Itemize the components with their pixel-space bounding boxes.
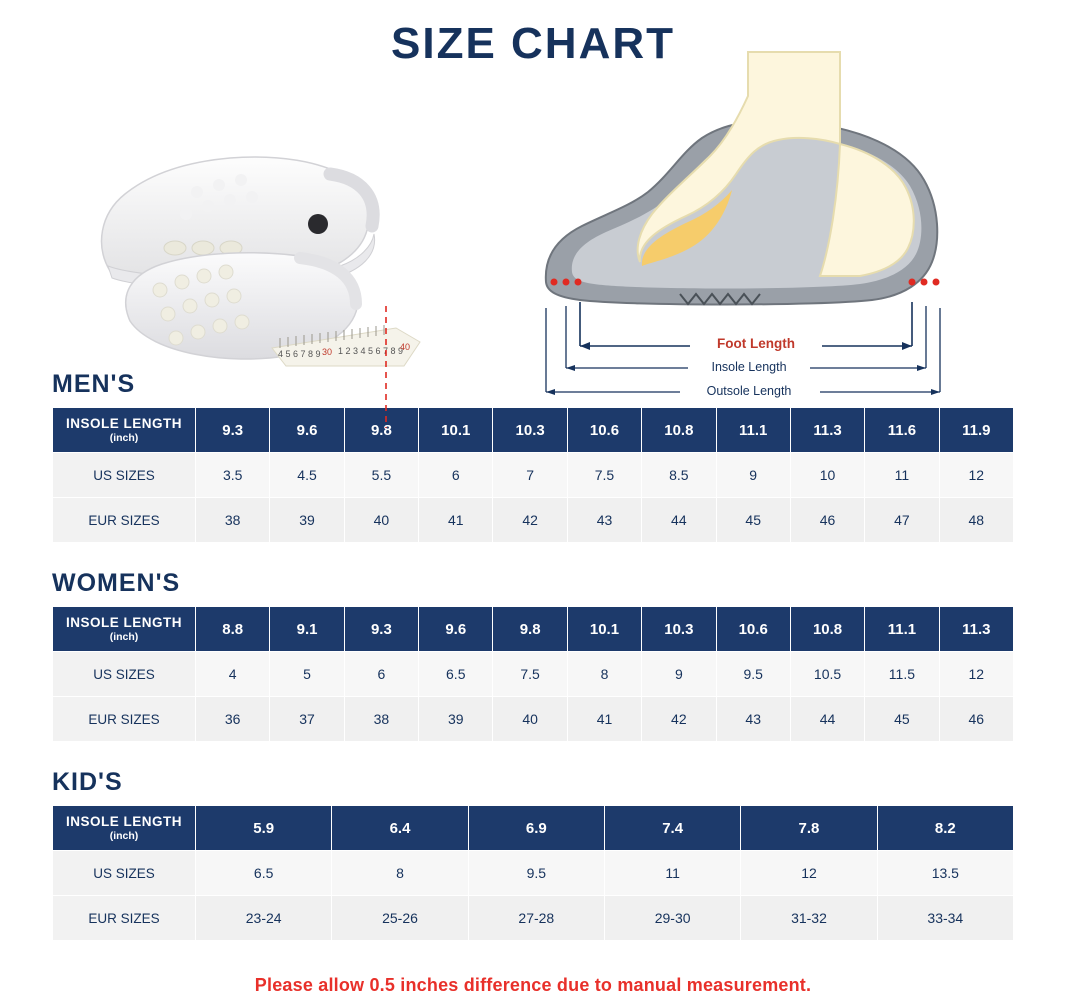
- table-cell: 7.8: [741, 806, 877, 851]
- table-cell: 6: [419, 453, 493, 498]
- insole-length-label: Insole Length: [711, 360, 787, 374]
- table-cell: 6.4: [332, 806, 468, 851]
- table-cell: 9.8: [493, 607, 567, 652]
- table-cell: 29-30: [604, 896, 740, 941]
- table-cell: 46: [939, 697, 1013, 742]
- table-row-header-womens: [53, 607, 1014, 652]
- table-row-eur-womens: [53, 697, 1014, 742]
- table-cell: 11.9: [939, 408, 1013, 453]
- table-cell: 10.1: [419, 408, 493, 453]
- table-cell: 10.6: [716, 607, 790, 652]
- table-cell: 37: [270, 697, 344, 742]
- row-header-eur-sizes: EUR SIZES: [53, 896, 196, 941]
- table-cell: 9.5: [716, 652, 790, 697]
- table-cell: 25-26: [332, 896, 468, 941]
- table-cell: 11.3: [790, 408, 864, 453]
- table-cell: 7.5: [493, 652, 567, 697]
- page-title: SIZE CHART: [391, 19, 675, 68]
- table-cell: 3.5: [196, 453, 270, 498]
- table-cell: 8: [332, 851, 468, 896]
- table-cell: 8.5: [642, 453, 716, 498]
- table-cell: 40: [344, 498, 418, 543]
- table-cell: 10: [790, 453, 864, 498]
- table-row-us-womens: [53, 652, 1014, 697]
- table-cell: 11.6: [865, 408, 939, 453]
- size-table-kids: [52, 805, 1014, 941]
- table-cell: 7: [493, 453, 567, 498]
- row-header-insole-length: INSOLE LENGTH (inch): [53, 806, 196, 851]
- svg-text:1 2 3 4 5 6 7 8 9: 1 2 3 4 5 6 7 8 9: [338, 346, 404, 356]
- table-cell: 9.6: [270, 408, 344, 453]
- foot-length-label: Foot Length: [717, 336, 795, 351]
- table-cell: 36: [196, 697, 270, 742]
- row-header-eur-sizes: EUR SIZES: [53, 697, 196, 742]
- table-row-header-kids: [53, 806, 1014, 851]
- table-cell: 39: [270, 498, 344, 543]
- table-cell: 9: [642, 652, 716, 697]
- svg-text:4 5 6 7 8 9: 4 5 6 7 8 9: [278, 349, 321, 359]
- table-cell: 10.5: [790, 652, 864, 697]
- table-cell: 5: [270, 652, 344, 697]
- table-cell: 12: [939, 453, 1013, 498]
- table-cell: 48: [939, 498, 1013, 543]
- table-cell: 9: [716, 453, 790, 498]
- table-cell: 5.9: [196, 806, 332, 851]
- table-cell: 10.6: [567, 408, 641, 453]
- svg-text:30: 30: [322, 347, 333, 357]
- table-cell: 12: [741, 851, 877, 896]
- table-cell: 41: [419, 498, 493, 543]
- table-cell: 6.5: [196, 851, 332, 896]
- table-cell: 11: [865, 453, 939, 498]
- table-cell: 47: [865, 498, 939, 543]
- table-row-eur-mens: [53, 498, 1014, 543]
- table-cell: 6.9: [468, 806, 604, 851]
- measurement-note: Please allow 0.5 inches difference due to manual measurement.: [254, 975, 812, 995]
- table-row-us-kids: [53, 851, 1014, 896]
- table-cell: 38: [344, 697, 418, 742]
- size-table-mens: [52, 407, 1014, 543]
- table-cell: 4: [196, 652, 270, 697]
- table-cell: 12: [939, 652, 1013, 697]
- table-cell: 4.5: [270, 453, 344, 498]
- table-cell: 41: [567, 697, 641, 742]
- table-cell: 44: [642, 498, 716, 543]
- table-cell: 7.4: [604, 806, 740, 851]
- table-cell: 6: [344, 652, 418, 697]
- row-header-us-sizes: US SIZES: [53, 453, 196, 498]
- table-cell: 9.6: [419, 607, 493, 652]
- table-cell: 27-28: [468, 896, 604, 941]
- table-cell: 33-34: [877, 896, 1013, 941]
- clog-shoes-image: [0, 66, 520, 366]
- table-cell: 10.8: [642, 408, 716, 453]
- table-row-header-mens: [53, 408, 1014, 453]
- row-header-us-sizes: US SIZES: [53, 851, 196, 896]
- row-header-us-sizes: US SIZES: [53, 652, 196, 697]
- table-cell: 8.8: [196, 607, 270, 652]
- section-title-mens: MEN'S: [52, 370, 136, 398]
- table-cell: 8: [567, 652, 641, 697]
- table-cell: 10.3: [493, 408, 567, 453]
- table-cell: 9.1: [270, 607, 344, 652]
- table-cell: 9.5: [468, 851, 604, 896]
- table-cell: 5.5: [344, 453, 418, 498]
- row-header-insole-length: INSOLE LENGTH (inch): [53, 607, 196, 652]
- table-cell: 42: [493, 498, 567, 543]
- row-header-eur-sizes: EUR SIZES: [53, 498, 196, 543]
- measurement-diagram: [520, 56, 1066, 398]
- table-cell: 11.1: [716, 408, 790, 453]
- table-cell: 46: [790, 498, 864, 543]
- size-table-womens: [52, 606, 1014, 742]
- table-cell: 9.8: [344, 408, 418, 453]
- table-cell: 43: [716, 697, 790, 742]
- table-cell: 11: [604, 851, 740, 896]
- section-title-kids: KID'S: [52, 768, 123, 796]
- table-cell: 40: [493, 697, 567, 742]
- table-cell: 38: [196, 498, 270, 543]
- table-cell: 9.3: [196, 408, 270, 453]
- table-cell: 42: [642, 697, 716, 742]
- table-cell: 44: [790, 697, 864, 742]
- table-cell: 43: [567, 498, 641, 543]
- table-cell: 10.8: [790, 607, 864, 652]
- table-cell: 45: [865, 697, 939, 742]
- section-title-womens: WOMEN'S: [52, 569, 181, 597]
- row-header-insole-length: INSOLE LENGTH (inch): [53, 408, 196, 453]
- table-cell: 10.1: [567, 607, 641, 652]
- svg-text:40: 40: [400, 342, 411, 352]
- table-cell: 9.3: [344, 607, 418, 652]
- table-cell: 11.1: [865, 607, 939, 652]
- table-cell: 6.5: [419, 652, 493, 697]
- table-cell: 45: [716, 498, 790, 543]
- table-cell: 10.3: [642, 607, 716, 652]
- table-cell: 31-32: [741, 896, 877, 941]
- table-cell: 13.5: [877, 851, 1013, 896]
- table-cell: 7.5: [567, 453, 641, 498]
- table-row-eur-kids: [53, 896, 1014, 941]
- outsole-length-label: Outsole Length: [706, 384, 792, 398]
- table-cell: 23-24: [196, 896, 332, 941]
- table-cell: 11.3: [939, 607, 1013, 652]
- table-cell: 11.5: [865, 652, 939, 697]
- table-cell: 8.2: [877, 806, 1013, 851]
- table-cell: 39: [419, 697, 493, 742]
- table-row-us-mens: [53, 453, 1014, 498]
